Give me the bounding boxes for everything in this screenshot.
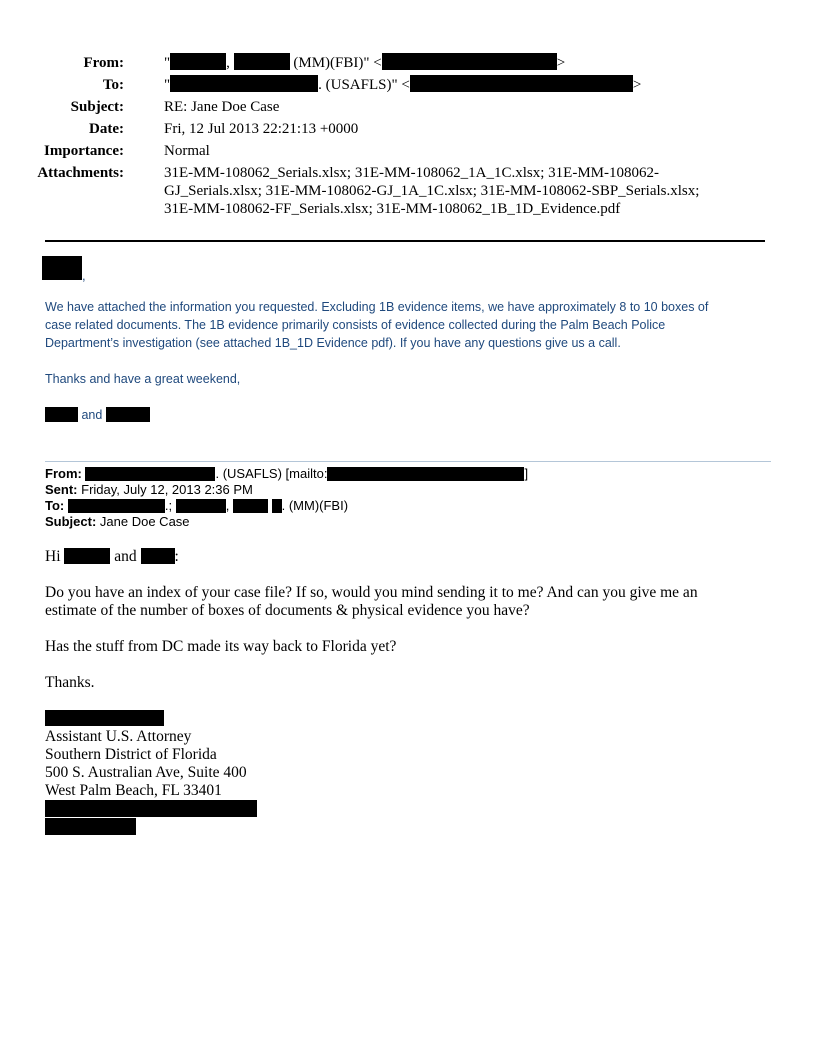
signature-name-redaction	[45, 710, 164, 726]
original-subject-row: Subject: Jane Doe Case	[45, 514, 190, 529]
from-label: From:	[83, 55, 124, 71]
redaction-block	[382, 53, 557, 70]
subject-label: Subject:	[70, 99, 124, 115]
attachments-line-2[interactable]: GJ_Serials.xlsx; 31E-MM-108062-GJ_1A_1C.xlsx; 31E-MM-108062-SBP_Serials.xlsx;	[164, 183, 700, 199]
importance-value: Normal	[164, 143, 210, 159]
redaction-block	[234, 53, 290, 70]
date-value: Fri, 12 Jul 2013 22:21:13 +0000	[164, 121, 359, 137]
body-paragraph-2: Has the stuff from DC made its way back to Florida yet?	[45, 638, 397, 655]
signature-email-redaction	[45, 818, 136, 835]
to-label: To:	[102, 77, 124, 93]
redaction-block	[42, 256, 82, 280]
importance-label: Importance:	[44, 143, 124, 159]
redaction-block	[106, 407, 150, 422]
body-greeting: Hi and :	[45, 548, 179, 565]
reply-greeting: ,	[42, 256, 86, 285]
redaction-block	[45, 407, 78, 422]
redaction-block	[170, 75, 318, 92]
original-from-row: From: . (USAFLS) [mailto: ]	[45, 466, 529, 481]
redaction-block	[176, 499, 226, 513]
original-sent-row: Sent: Friday, July 12, 2013 2:36 PM	[45, 482, 253, 497]
original-divider	[45, 461, 771, 462]
attachments-line-3[interactable]: 31E-MM-108062-FF_Serials.xlsx; 31E-MM-108062_1B_1D_Evidence.pdf	[164, 201, 621, 217]
attachments-line-1[interactable]: 31E-MM-108062_Serials.xlsx; 31E-MM-108062_1A_1C.xlsx; 31E-MM-108062-	[164, 165, 659, 181]
redaction-block	[64, 548, 110, 564]
header-divider	[45, 240, 765, 242]
reply-paragraph-2: Thanks and have a great weekend,	[45, 372, 241, 386]
redaction-block	[141, 548, 175, 564]
subject-value: RE: Jane Doe Case	[164, 99, 280, 115]
redaction-block	[68, 499, 165, 513]
reply-signoff: and	[45, 406, 765, 424]
attachments-label: Attachments:	[37, 165, 124, 181]
date-label: Date:	[89, 121, 124, 137]
redaction-block	[233, 499, 268, 513]
body-paragraph-1: Do you have an index of your case file? If so, would you mind sending it to me? And can you give me an estimate of the number of boxes of documents & physical evidence you have?	[45, 584, 698, 619]
body-thanks: Thanks.	[45, 674, 95, 691]
reply-paragraph-1: We have attached the information you requested. Excluding 1B evidence items, we have approximately 8 to 10 boxes of case related documents. The 1B evidence primarily consists of evidence collected during the Palm Beach Police Department’s investigation (see attached 1B_1D Evidence pdf). If you have any questions give us a call.	[45, 300, 709, 350]
redaction-block	[272, 499, 282, 513]
signature-block: Assistant U.S. Attorney Southern District of Florida 500 S. Australian Ave, Suite 400 West Palm Beach, FL 33401	[45, 728, 247, 799]
redaction-block	[410, 75, 633, 92]
redaction-block	[85, 467, 215, 481]
redaction-block	[327, 467, 524, 481]
redaction-block	[170, 53, 226, 70]
original-to-row: To: .; , . (MM)(FBI)	[45, 498, 349, 513]
signature-phone-redaction	[45, 800, 257, 817]
